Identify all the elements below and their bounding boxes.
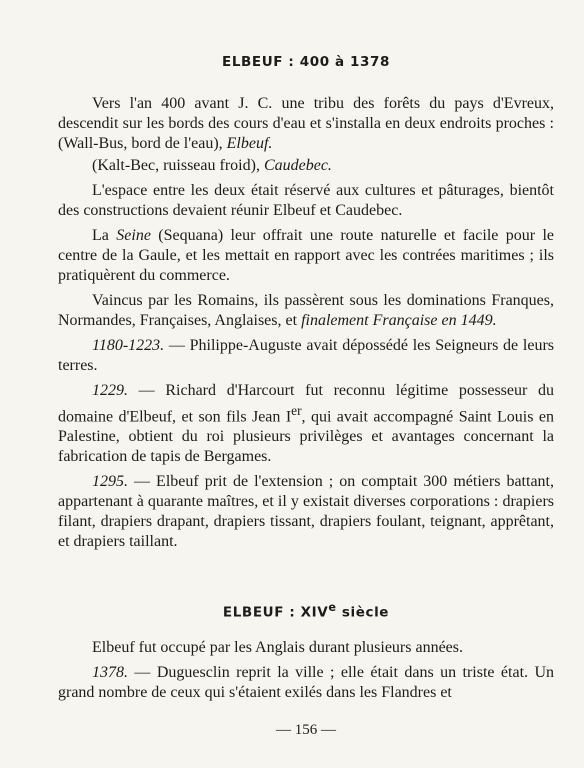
paragraph-text: Vaincus par les Romains, ils passèrent sous les dominations Franques, Normandes, Françaises, Anglaises, et bbox=[58, 292, 554, 329]
heading-separator: : bbox=[284, 604, 301, 621]
heading-century-superscript: e bbox=[328, 601, 337, 614]
ordinal-superscript: er bbox=[291, 403, 302, 418]
paragraph-1180 bbox=[58, 336, 554, 376]
heading-title: ELBEUF bbox=[222, 604, 285, 621]
paragraph-text: — Richard d'Harcourt fut reconnu légitime possesseur du domaine d'Elbeuf, et son fils Jean I bbox=[58, 382, 554, 426]
heading-century-word: siècle bbox=[336, 604, 390, 621]
date-label: 1295. bbox=[92, 473, 128, 491]
paragraph-romans bbox=[58, 291, 554, 331]
paragraph-origins bbox=[58, 94, 554, 154]
paragraph-text: , qui avait accompagné Saint Louis en Palestine, obtient du roi plusieurs privilèges et avantages concernant la fabrication de tapis de Bergames. bbox=[58, 408, 554, 466]
section-1-body bbox=[58, 94, 554, 552]
paragraph-text: (Kalt-Bec, ruisseau froid), bbox=[92, 157, 264, 174]
heading-title: ELBEUF bbox=[222, 54, 284, 70]
paragraph-1229 bbox=[58, 381, 554, 467]
paragraph-1295 bbox=[58, 472, 554, 552]
book-page bbox=[58, 0, 554, 768]
paragraph-text: La bbox=[92, 227, 117, 244]
paragraph-text: — Philippe-Auguste avait dépossédé les Seigneurs de leurs terres. bbox=[58, 337, 554, 374]
paragraph-text: Vers l'an 400 avant J. C. une tribu des forêts du pays d'Evreux, descendit sur les bords des cours d'eau et s'installa en deux endroits proches : (Wall-Bus, bord de l'eau), bbox=[58, 95, 554, 152]
date-label: 1229. bbox=[92, 382, 128, 399]
river-name: Seine bbox=[116, 227, 151, 244]
heading-century: XIV bbox=[300, 604, 329, 621]
page-number: — 156 — bbox=[276, 722, 336, 738]
paragraph-seine bbox=[58, 226, 554, 286]
paragraph-text: — Duguesclin reprit la ville ; elle était dans un triste état. Un grand nombre de ceux qui s'étaient exilés dans les Flandres et bbox=[58, 664, 554, 701]
chapter-heading-2 bbox=[58, 598, 554, 623]
paragraph-1378 bbox=[58, 663, 554, 703]
date-label: 1378. bbox=[92, 664, 128, 681]
heading-years: 400 à 1378 bbox=[299, 54, 390, 70]
paragraph-text: (Sequana) leur offrait une route naturelle et facile pour le centre de la Gaule, et les mettait en rapport avec les contrées maritimes ; ils pratiquèrent du commerce. bbox=[58, 227, 555, 284]
paragraph-space-between: L'espace entre les deux était réservé aux cultures et pâturages, bientôt des constructions devaient réunir Elbeuf et Caudebec. bbox=[58, 182, 554, 219]
heading-separator: : bbox=[283, 54, 300, 70]
paragraph-english-occupation: Elbeuf fut occupé par les Anglais durant plusieurs années. bbox=[92, 639, 463, 656]
emphasis-text: finalement Française en 1449. bbox=[301, 312, 497, 329]
chapter-heading-1 bbox=[58, 52, 554, 72]
place-name: Caudebec. bbox=[263, 157, 332, 174]
date-label: 1180-1223. bbox=[92, 337, 165, 354]
section-2-body bbox=[58, 638, 554, 703]
place-name: Elbeuf. bbox=[226, 135, 273, 152]
paragraph-caudebec bbox=[58, 156, 554, 176]
paragraph-text: — Elbeuf prit de l'extension ; on comptait 300 métiers battant, appartenant à quarante maîtres, et il y existait diverses corporations : drapiers filant, drapiers drapant, drapiers tissant, drapiers foulant, teignant, apprêtant, et drapiers taillant. bbox=[58, 473, 554, 551]
